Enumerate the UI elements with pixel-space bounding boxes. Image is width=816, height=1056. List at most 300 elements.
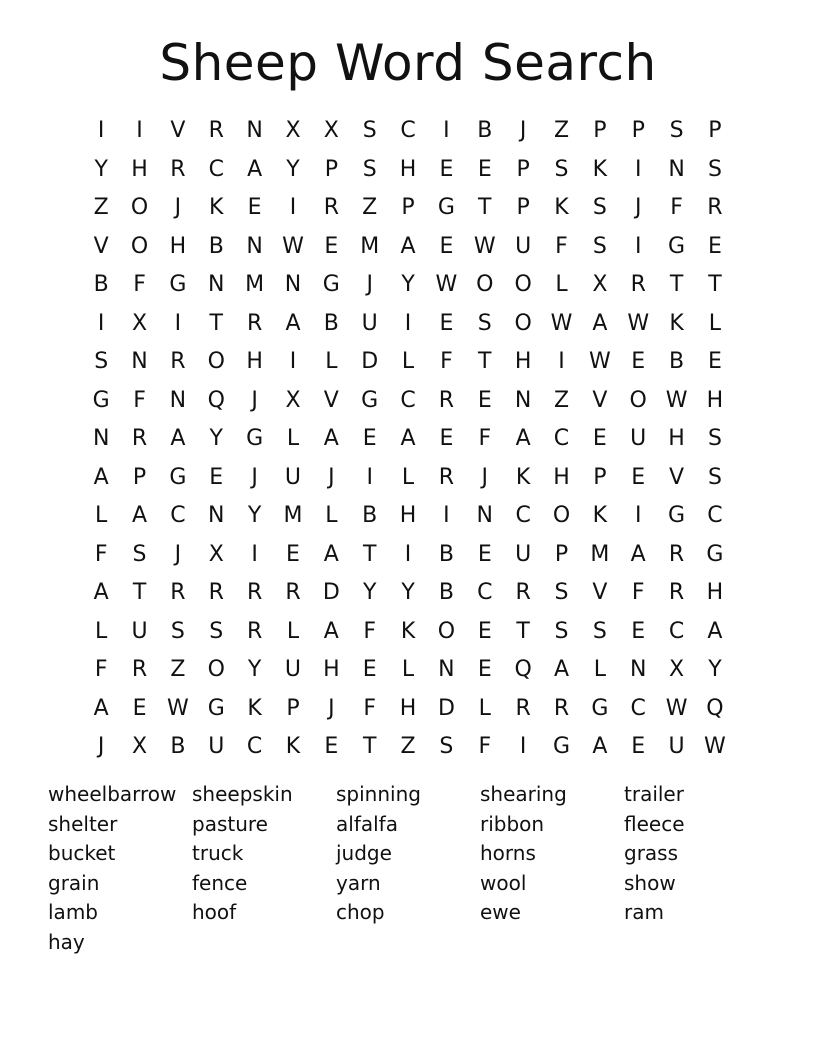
grid-letter: N (208, 272, 225, 298)
grid-letter: E (477, 541, 492, 567)
word-list-item: show (624, 870, 676, 895)
grid-letter: O (130, 195, 149, 221)
grid-letter: S (170, 618, 185, 644)
grid-letter: U (630, 426, 647, 452)
grid-letter: I (174, 310, 182, 336)
grid-letter: A (630, 541, 646, 567)
grid-letter: Y (362, 580, 377, 606)
grid-letter: J (634, 195, 642, 221)
grid-letter: G (437, 195, 455, 221)
word-list-item: pasture (192, 811, 268, 836)
grid-letter: P (593, 118, 607, 144)
word-list-item: yarn (336, 870, 381, 895)
grid-letter: H (399, 695, 417, 721)
grid-row (82, 151, 734, 190)
grid-letter: E (324, 734, 339, 760)
grid-letter: E (132, 695, 147, 721)
grid-letter: I (404, 541, 412, 567)
grid-letter: N (476, 503, 493, 529)
grid-letter: I (634, 156, 642, 182)
grid-letter: U (208, 734, 225, 760)
grid-letter: H (706, 580, 724, 606)
grid-letter: Z (362, 195, 378, 221)
grid-letter: H (169, 233, 187, 259)
grid-letter: F (94, 541, 108, 567)
grid-letter: C (400, 118, 416, 144)
grid-letter: F (478, 426, 492, 452)
grid-letter: R (323, 195, 339, 221)
grid-letter: W (282, 233, 304, 259)
grid-letter: Z (553, 387, 570, 413)
grid-letter: E (477, 387, 492, 413)
grid-letter: K (515, 464, 531, 490)
word-list-item: wool (480, 870, 527, 895)
grid-letter: C (208, 156, 224, 182)
grid-letter: J (251, 387, 258, 413)
grid-letter: C (515, 503, 531, 529)
grid-letter: G (207, 695, 225, 721)
grid-letter: P (708, 118, 722, 144)
grid-letter: L (286, 618, 300, 644)
grid-letter: I (404, 310, 412, 336)
grid-letter: V (669, 464, 685, 490)
grid-letter: S (477, 310, 492, 336)
grid-letter: A (170, 426, 186, 452)
grid-letter: K (592, 503, 608, 529)
grid-letter: J (366, 272, 373, 298)
grid-letter: P (324, 156, 338, 182)
grid-letter: E (439, 156, 454, 182)
word-list-item: truck (192, 841, 244, 866)
grid-letter: E (209, 464, 224, 490)
grid-letter: E (286, 541, 300, 567)
grid-letter: N (438, 657, 455, 683)
grid-letter: W (588, 349, 611, 375)
grid-letter: L (401, 657, 415, 683)
grid-letter: M (245, 272, 265, 298)
grid-letter: G (246, 426, 264, 452)
grid-letter: Y (209, 426, 223, 452)
grid-letter: S (592, 618, 607, 644)
grid-letter: S (362, 118, 377, 144)
grid-letter: P (132, 464, 147, 490)
grid-letter: V (592, 580, 608, 606)
grid-letter: T (516, 618, 530, 644)
grid-letter: K (554, 195, 569, 221)
grid-letter: W (550, 310, 573, 336)
grid-row (82, 651, 734, 690)
grid-letter: M (283, 503, 303, 529)
grid-letter: K (209, 195, 224, 221)
grid-letter: I (634, 233, 642, 259)
grid-letter: T (708, 272, 722, 298)
grid-letter: W (473, 233, 496, 259)
word-list-item: fleece (624, 811, 685, 836)
grid-letter: E (477, 657, 492, 683)
grid-letter: R (170, 156, 186, 182)
grid-letter: G (361, 387, 379, 413)
grid-letter: K (400, 618, 416, 644)
grid-letter: J (328, 464, 335, 490)
grid-letter: U (284, 657, 302, 683)
grid-letter: A (93, 464, 109, 490)
word-list-item: shelter (48, 811, 118, 836)
word-list-item: hay (48, 929, 85, 954)
grid-letter: O (476, 272, 494, 298)
grid-letter: N (208, 503, 225, 529)
grid-letter: Y (401, 272, 415, 298)
grid-letter: P (554, 541, 569, 567)
grid-letter: F (555, 233, 568, 259)
grid-letter: Q (706, 695, 724, 721)
grid-letter: D (437, 695, 455, 721)
grid-letter: T (669, 272, 684, 298)
grid-letter: H (246, 349, 263, 375)
grid-letter: Y (247, 657, 262, 683)
grid-letter: E (362, 657, 377, 683)
grid-letter: W (665, 695, 688, 721)
grid-letter: G (668, 233, 686, 259)
word-list-item: grass (624, 841, 679, 866)
grid-row (82, 305, 734, 344)
grid-letter: R (553, 695, 570, 721)
grid-letter: H (323, 657, 340, 683)
grid-letter: H (706, 387, 724, 413)
grid-letter: C (553, 426, 570, 452)
word-list-item: shearing (480, 782, 567, 806)
grid-letter: S (132, 541, 147, 567)
grid-letter: E (707, 349, 722, 375)
grid-letter: S (707, 464, 722, 490)
grid-letter: R (246, 580, 263, 606)
grid-letter: U (131, 618, 148, 644)
grid-letter: R (515, 695, 531, 721)
grid-row (82, 728, 734, 767)
grid-letter: A (285, 310, 301, 336)
grid-letter: R (208, 580, 224, 606)
grid-letter: A (553, 657, 570, 683)
grid-letter: G (92, 387, 110, 413)
grid-letter: C (400, 387, 416, 413)
grid-letter: T (478, 195, 492, 221)
grid-letter: O (207, 349, 225, 375)
grid-letter: A (132, 503, 148, 529)
grid-letter: W (704, 734, 726, 760)
grid-letter: F (133, 272, 146, 298)
grid-letter: P (401, 195, 415, 221)
grid-letter: A (400, 233, 416, 259)
grid-letter: M (360, 233, 380, 259)
grid-letter: C (668, 618, 685, 644)
grid-letter: K (285, 734, 301, 760)
grid-letter: E (439, 426, 454, 452)
word-list-item: alfalfa (336, 811, 398, 836)
grid-letter: S (209, 618, 224, 644)
grid-letter: P (631, 118, 645, 144)
grid-letter: C (707, 503, 723, 529)
grid-letter: E (631, 349, 646, 375)
grid-letter: X (323, 118, 339, 144)
grid-letter: H (668, 426, 685, 452)
word-list-item: trailer (624, 782, 684, 806)
grid-letter: G (668, 503, 686, 529)
grid-letter: A (592, 310, 608, 336)
grid-letter: K (592, 156, 608, 182)
grid-letter: I (97, 310, 105, 336)
grid-letter: E (439, 310, 454, 336)
grid-letter: K (669, 310, 684, 336)
grid-letter: J (174, 195, 182, 221)
grid-letter: K (247, 695, 262, 721)
grid-letter: H (514, 349, 532, 375)
grid-letter: S (94, 349, 109, 375)
grid-letter: F (670, 195, 683, 221)
grid-letter: X (208, 541, 224, 567)
grid-letter: V (592, 387, 608, 413)
grid-letter: O (514, 272, 532, 298)
grid-letter: G (169, 272, 187, 298)
word-list-item: hoof (192, 900, 237, 925)
grid-letter: U (284, 464, 302, 490)
grid-letter: L (593, 657, 606, 683)
grid-letter: B (362, 503, 378, 529)
grid-letter: E (631, 464, 646, 490)
grid-letter: R (438, 464, 455, 490)
word-list (48, 780, 788, 958)
grid-letter: Z (170, 657, 186, 683)
grid-letter: J (328, 695, 335, 721)
grid-letter: A (323, 618, 339, 644)
grid-letter: V (323, 387, 339, 413)
grid-letter: V (93, 233, 109, 259)
grid-letter: A (247, 156, 263, 182)
grid-letter: H (399, 503, 417, 529)
grid-letter: W (627, 310, 650, 336)
grid-letter: F (133, 387, 146, 413)
grid-letter: C (630, 695, 646, 721)
grid-letter: F (363, 618, 377, 644)
grid-letter: Y (708, 657, 722, 683)
grid-letter: N (246, 118, 263, 144)
grid-letter: X (132, 310, 148, 336)
grid-letter: O (207, 657, 225, 683)
grid-letter: N (169, 387, 187, 413)
grid-letter: I (289, 349, 297, 375)
grid-letter: R (131, 657, 148, 683)
grid-letter: T (478, 349, 492, 375)
grid-row (82, 189, 734, 228)
grid-letter: O (130, 233, 149, 259)
grid-letter: N (92, 426, 110, 452)
grid-letter: U (361, 310, 378, 336)
grid-letter: E (631, 734, 646, 760)
grid-letter: G (322, 272, 340, 298)
grid-letter: L (325, 503, 338, 529)
grid-letter: O (552, 503, 571, 529)
grid-letter: L (401, 464, 415, 490)
grid-letter: L (708, 310, 722, 336)
grid-letter: A (592, 734, 608, 760)
grid-letter: T (132, 580, 147, 606)
word-list-item: grain (48, 870, 100, 895)
grid-letter: N (284, 272, 302, 298)
word-list-item: sheepskin (192, 782, 293, 806)
grid-letter: A (323, 426, 339, 452)
grid-letter: S (554, 156, 569, 182)
grid-letter: R (170, 349, 186, 375)
grid-letter: L (95, 503, 108, 529)
grid-letter: E (247, 195, 262, 221)
grid-row (82, 266, 734, 305)
grid-letter: E (477, 618, 492, 644)
grid-letter: Q (514, 657, 532, 683)
grid-letter: R (438, 387, 455, 413)
grid-row (82, 536, 734, 575)
grid-letter: B (93, 272, 109, 298)
grid-letter: L (286, 426, 300, 452)
grid-letter: G (169, 464, 187, 490)
grid-letter: N (246, 233, 263, 259)
word-list-item: spinning (336, 782, 421, 806)
grid-letter: Q (207, 387, 225, 413)
letter-grid (82, 112, 734, 767)
grid-letter: E (362, 426, 377, 452)
grid-letter: I (251, 541, 258, 567)
grid-letter: X (669, 657, 685, 683)
word-list-item: ribbon (480, 811, 545, 836)
grid-row (82, 497, 734, 536)
grid-letter: X (285, 387, 301, 413)
grid-letter: F (363, 695, 377, 721)
grid-letter: E (707, 233, 722, 259)
grid-letter: S (362, 156, 377, 182)
grid-letter: O (514, 310, 532, 336)
grid-letter: I (443, 503, 450, 529)
grid-letter: V (170, 118, 186, 144)
grid-letter: E (592, 426, 607, 452)
grid-letter: H (131, 156, 148, 182)
grid-letter: S (707, 426, 722, 452)
grid-letter: R (285, 580, 301, 606)
grid-letter: J (97, 734, 105, 760)
word-list-item: horns (480, 841, 536, 866)
grid-letter: L (478, 695, 491, 721)
grid-row (82, 459, 734, 498)
grid-letter: S (554, 580, 569, 606)
grid-letter: U (515, 541, 532, 567)
grid-letter: R (208, 118, 224, 144)
grid-letter: R (707, 195, 723, 221)
grid-letter: S (592, 233, 607, 259)
grid-letter: P (516, 156, 530, 182)
grid-letter: D (322, 580, 340, 606)
grid-row (82, 343, 734, 382)
grid-letter: B (477, 118, 493, 144)
grid-letter: F (94, 657, 108, 683)
grid-letter: X (132, 734, 148, 760)
grid-letter: S (554, 618, 569, 644)
grid-letter: E (631, 618, 646, 644)
grid-letter: H (399, 156, 417, 182)
grid-letter: C (246, 734, 263, 760)
grid-letter: A (93, 695, 109, 721)
grid-letter: E (324, 233, 339, 259)
grid-letter: A (93, 580, 109, 606)
grid-letter: T (209, 310, 223, 336)
grid-letter: I (366, 464, 373, 490)
grid-letter: F (440, 349, 453, 375)
grid-letter: G (706, 541, 724, 567)
grid-letter: O (629, 387, 647, 413)
grid-letter: B (669, 349, 685, 375)
grid-letter: X (285, 118, 301, 144)
grid-letter: S (669, 118, 684, 144)
grid-letter: S (592, 195, 607, 221)
grid-letter: S (707, 156, 722, 182)
grid-letter: J (251, 464, 258, 490)
grid-letter: I (97, 118, 105, 144)
grid-letter: R (246, 618, 263, 644)
grid-letter: Z (93, 195, 109, 221)
grid-letter: I (558, 349, 565, 375)
grid-letter: W (167, 695, 189, 721)
grid-letter: P (516, 195, 530, 221)
grid-letter: E (477, 156, 492, 182)
grid-row (82, 112, 734, 151)
word-list-item: judge (336, 841, 392, 866)
grid-letter: I (634, 503, 642, 529)
grid-letter: X (592, 272, 608, 298)
word-list-item: ram (624, 900, 664, 925)
grid-letter: P (593, 464, 607, 490)
word-list-item: chop (336, 900, 385, 925)
grid-letter: I (443, 118, 450, 144)
grid-letter: G (552, 734, 571, 760)
grid-letter: I (136, 118, 143, 144)
word-list-item: fence (192, 870, 248, 895)
grid-row (82, 574, 734, 613)
grid-letter: B (170, 734, 186, 760)
grid-letter: Y (401, 580, 415, 606)
grid-letter: R (668, 580, 685, 606)
grid-letter: Y (94, 156, 108, 182)
grid-letter: T (362, 734, 377, 760)
grid-letter: J (174, 541, 182, 567)
grid-letter: U (668, 734, 685, 760)
grid-letter: N (629, 657, 647, 683)
grid-letter: A (400, 426, 416, 452)
grid-letter: I (519, 734, 527, 760)
grid-row (82, 382, 734, 421)
grid-letter: L (325, 349, 338, 375)
grid-letter: Y (247, 503, 262, 529)
grid-letter: F (631, 580, 645, 606)
grid-letter: D (361, 349, 379, 375)
word-list-item: wheelbarrow (48, 782, 177, 806)
grid-letter: R (131, 426, 148, 452)
grid-row (82, 690, 734, 729)
word-list-item: lamb (48, 900, 98, 925)
grid-letter: R (170, 580, 186, 606)
grid-letter: R (630, 272, 646, 298)
grid-letter: J (519, 118, 527, 144)
grid-row (82, 613, 734, 652)
grid-letter: I (289, 195, 297, 221)
grid-letter: M (590, 541, 610, 567)
grid-letter: A (707, 618, 723, 644)
grid-letter: L (401, 349, 415, 375)
grid-letter: B (438, 580, 454, 606)
